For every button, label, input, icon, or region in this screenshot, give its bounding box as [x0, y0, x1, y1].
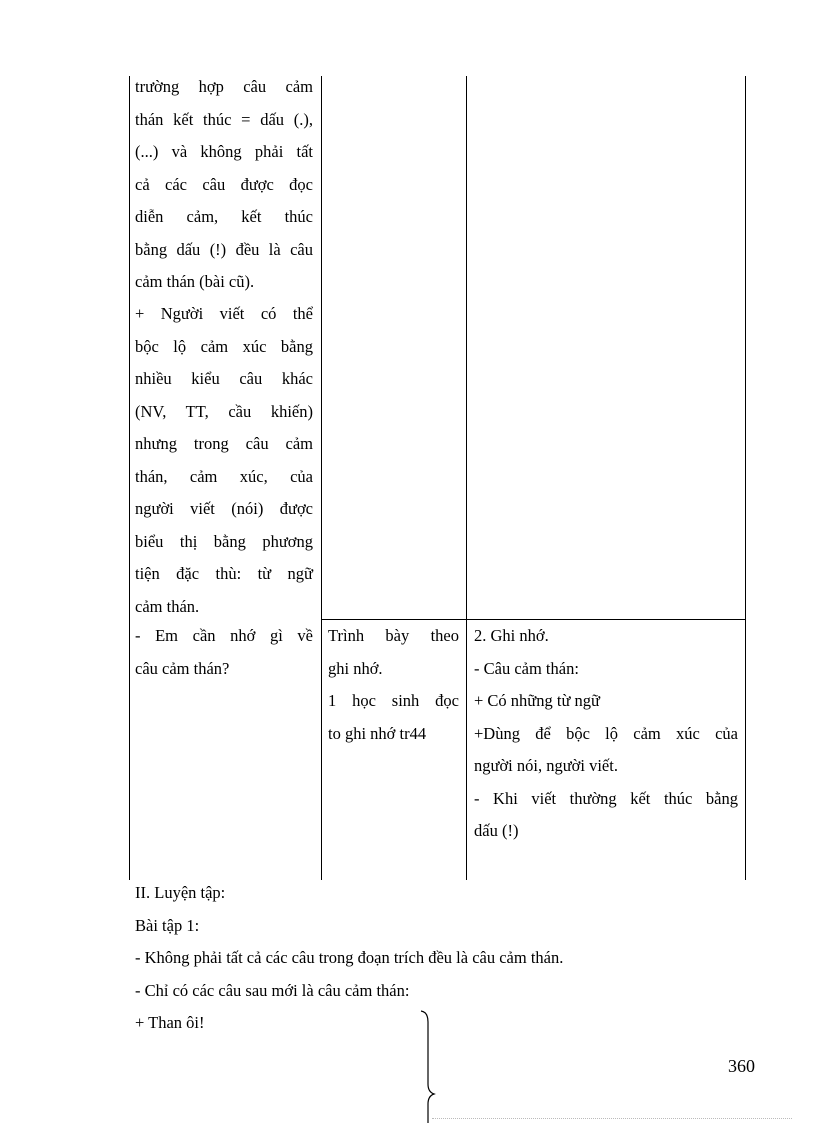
text-line: người nói, người viết. [474, 756, 618, 775]
text-line: +Dùng để bộc lộ cảm xúc của [474, 723, 738, 743]
text-line: diễn cảm, kết thúc [135, 207, 313, 226]
text-line: - Em cần nhớ gì về [135, 626, 313, 645]
list-item: - Không phải tất cả các câu trong đoạn trích đều là câu cảm thán. [135, 948, 564, 967]
text-line: - Khi viết thường kết thúc bằng [474, 788, 738, 808]
text-line: dấu (!) [474, 821, 519, 840]
text-line: (NV, TT, cầu khiến) [135, 401, 313, 421]
text-line: to ghi nhớ tr44 [328, 723, 427, 743]
table-col1-paragraph-1 [135, 71, 313, 299]
text-line: nhưng trong câu cảm [135, 434, 313, 453]
text-line: nhiều kiểu câu khác [135, 369, 313, 388]
text-line: bằng dấu (!) đều là câu [135, 239, 313, 259]
text-line: tiện đặc thù: từ ngữ [135, 564, 313, 583]
text-line: câu cảm thán? [135, 658, 230, 678]
text-line: - Câu cảm thán: [474, 658, 579, 678]
table-divider-2 [466, 76, 467, 880]
text-line: bộc lộ cảm xúc bằng [135, 336, 313, 356]
exercise-title: Bài tập 1: [135, 915, 200, 935]
text-line: 2. Ghi nhớ. [474, 626, 549, 645]
text-line: biểu thị bằng phương [135, 531, 313, 551]
table-divider-1 [321, 76, 322, 880]
text-line: Trình bày theo [328, 626, 459, 645]
curly-brace-icon [416, 1010, 438, 1123]
text-line: thán, cảm xúc, của [135, 466, 313, 486]
practice-section [135, 877, 563, 1040]
list-item: + Than ôi! [135, 1013, 205, 1032]
text-line: người viết (nói) được [135, 499, 313, 518]
table-col2-activity [328, 620, 459, 750]
list-item: - Chỉ có các câu sau mới là câu cảm thán: [135, 980, 410, 1000]
text-line: ghi nhớ. [328, 658, 383, 678]
text-line: + Người viết có thể [135, 304, 313, 323]
text-line: trường hợp câu cảm [135, 77, 313, 96]
table-border-left [129, 76, 130, 880]
text-line: 1 học sinh đọc [328, 691, 459, 710]
page-number: 360 [728, 1056, 755, 1076]
text-line: + Có những từ ngữ [474, 691, 600, 710]
text-line: cả các câu được đọc [135, 174, 313, 194]
text-line: cảm thán. [135, 596, 200, 616]
text-line: cảm thán (bài cũ). [135, 272, 255, 291]
table-col1-paragraph-2 [135, 298, 313, 623]
table-border-right [745, 76, 746, 880]
footer-dotted-rule [432, 1118, 792, 1119]
table-col1-question [135, 620, 313, 685]
text-line: thán kết thúc = dấu (.), [135, 109, 313, 129]
table-col3-summary [474, 620, 738, 848]
section-heading: II. Luyện tập: [135, 883, 226, 902]
text-line: (...) và không phải tất [135, 142, 313, 161]
